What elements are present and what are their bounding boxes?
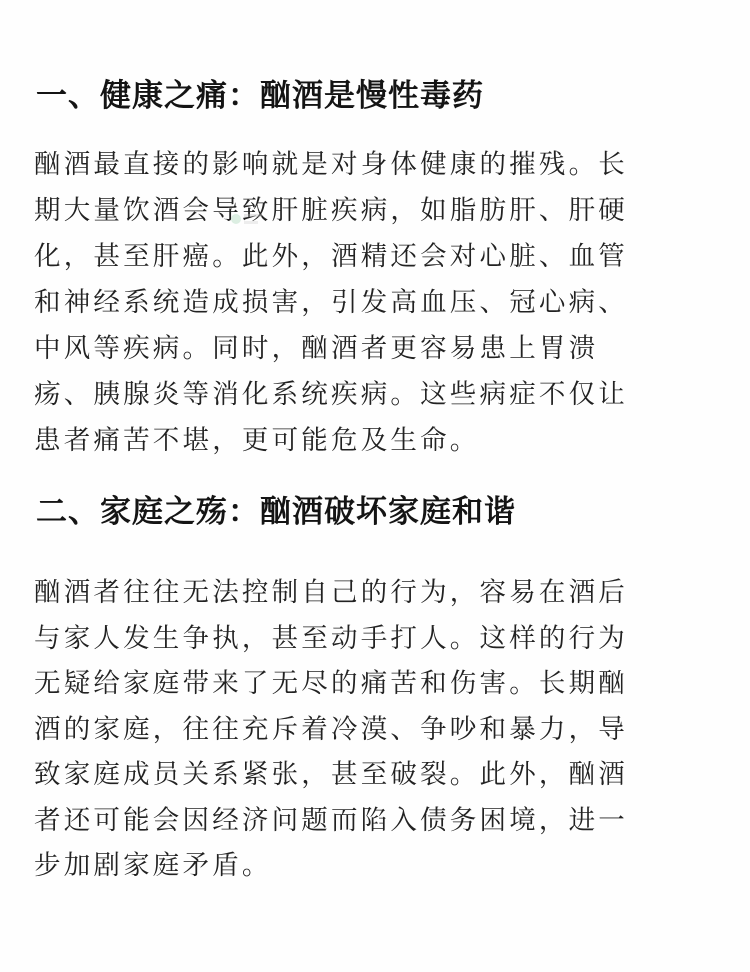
paragraph-line: 和神经系统造成损害，引发高血压、冠心病、: [34, 287, 628, 318]
paragraph-line: 致家庭成员关系紧张，甚至破裂。此外，酗酒: [34, 759, 628, 790]
section-heading-health: 一、健康之痛：酗酒是慢性毒药: [36, 78, 484, 114]
paragraph-line: 酗酒最直接的影响就是对身体健康的摧残。长: [34, 149, 628, 180]
paragraph-line: 者还可能会因经济问题而陷入债务困境，进一: [34, 804, 628, 836]
watermark-icon: [228, 206, 268, 232]
section-heading-family: 二、家庭之殇：酗酒破坏家庭和谐: [36, 494, 516, 530]
paragraph-line: 疡、胰腺炎等消化系统疾病。这些病症不仅让: [34, 379, 628, 410]
paragraph-line: 化，甚至肝癌。此外，酒精还会对心脏、血管: [34, 241, 628, 272]
paragraph-line: 患者痛苦不堪，更可能危及生命。: [34, 425, 480, 456]
paragraph-line: 中风等疾病。同时，酗酒者更容易患上胃溃: [34, 333, 599, 364]
paragraph-line: 期大量饮酒会导致肝脏疾病，如脂肪肝、肝硬: [34, 195, 628, 226]
paragraph-line: 酒的家庭，往往充斥着冷漠、争吵和暴力，导: [34, 713, 628, 745]
paragraph-line: 步加剧家庭矛盾。: [34, 850, 272, 881]
section-paragraph-family: [34, 570, 724, 889]
paragraph-line: 与家人发生争执，甚至动手打人。这样的行为: [34, 622, 628, 654]
paragraph-line: 酗酒者往往无法控制自己的行为，容易在酒后: [34, 577, 628, 608]
paragraph-line: 无疑给家庭带来了无尽的痛苦和伤害。长期酗: [34, 668, 628, 699]
section-paragraph-health: [34, 142, 724, 464]
